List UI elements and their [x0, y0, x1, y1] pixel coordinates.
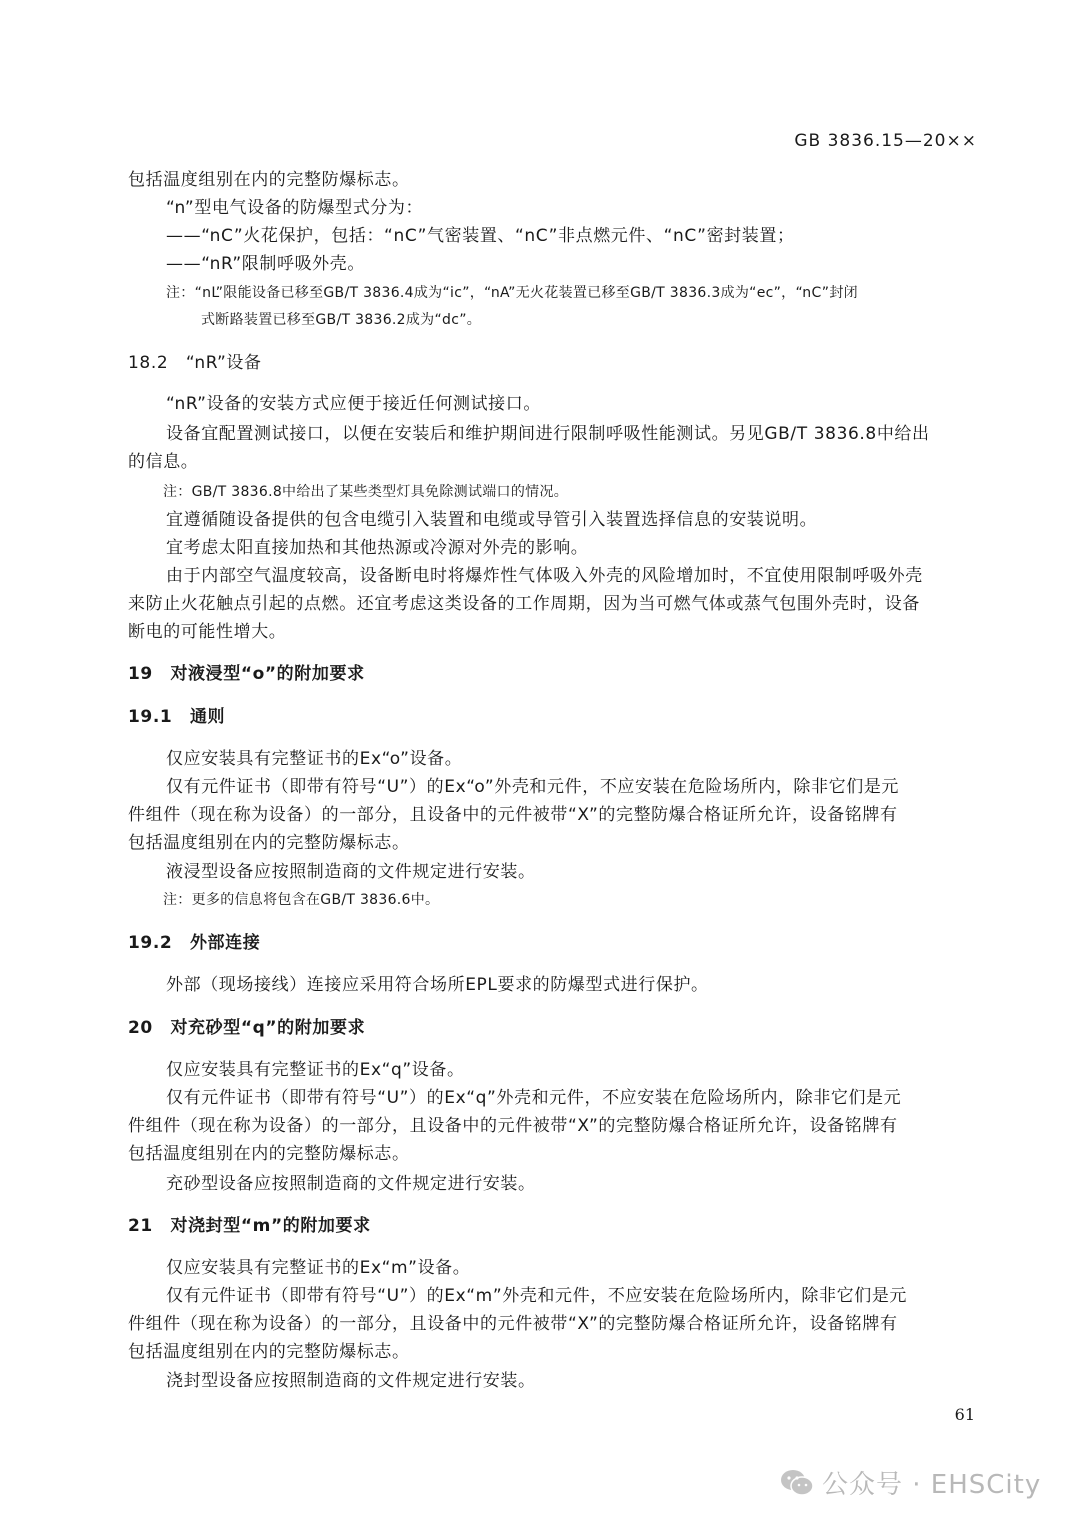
paragraph: 宜遵循随设备提供的包含电缆引入装置和电缆或导管引入装置选择信息的安装说明。 — [166, 510, 818, 530]
section-heading-19-1: 19.1 通则 — [128, 707, 226, 727]
watermark — [780, 1464, 1041, 1501]
paragraph: “n”型电气设备的防爆型式分为： — [166, 198, 424, 218]
note: 式断路装置已移至GB/T 3836.2成为“dc”。 — [201, 312, 482, 328]
paragraph: 件组件（现在称为设备）的一部分，且设备中的元件被带“X”的完整防爆合格证所允许，设备铭牌有 — [128, 805, 898, 825]
standard-code: GB 3836.15—20×× — [794, 131, 977, 151]
paragraph: 外部（现场接线）连接应采用符合场所EPL要求的防爆型式进行保护。 — [166, 975, 709, 995]
paragraph: 仅有元件证书（即带有符号“U”）的Ex“q”外壳和元件，不应安装在危险场所内，除非它们是元 — [166, 1088, 902, 1108]
note: 注：“nL”限能设备已移至GB/T 3836.4成为“ic”，“nA”无火花装置已移至GB/T 3836.3成为“ec”，“nC”封闭 — [166, 285, 858, 301]
paragraph: 包括温度组别在内的完整防爆标志。 — [128, 1342, 410, 1362]
paragraph: 仅有元件证书（即带有符号“U”）的Ex“m”外壳和元件，不应安装在危险场所内，除非它们是元 — [166, 1286, 908, 1306]
section-heading-20: 20 对充砂型“q”的附加要求 — [128, 1018, 366, 1038]
paragraph: 仅有元件证书（即带有符号“U”）的Ex“o”外壳和元件，不应安装在危险场所内，除非它们是元 — [166, 777, 900, 797]
section-heading-21: 21 对浇封型“m”的附加要求 — [128, 1216, 371, 1236]
paragraph: 来防止火花触点引起的点燃。还宜考虑这类设备的工作周期，因为当可燃气体或蒸气包围外壳时，设备 — [128, 594, 920, 614]
paragraph: 设备宜配置测试接口，以便在安装后和维护期间进行限制呼吸性能测试。另见GB/T 3836.8中给出 — [166, 424, 930, 444]
paragraph: 仅应安装具有完整证书的Ex“m”设备。 — [166, 1258, 471, 1278]
page-number: 61 — [954, 1405, 975, 1424]
paragraph: 充砂型设备应按照制造商的文件规定进行安装。 — [166, 1174, 536, 1194]
section-heading-18-2: 18.2 “nR”设备 — [128, 353, 262, 373]
paragraph: 件组件（现在称为设备）的一部分，且设备中的元件被带“X”的完整防爆合格证所允许，设备铭牌有 — [128, 1314, 898, 1334]
paragraph: 件组件（现在称为设备）的一部分，且设备中的元件被带“X”的完整防爆合格证所允许，设备铭牌有 — [128, 1116, 898, 1136]
note: 注：更多的信息将包含在GB/T 3836.6中。 — [163, 892, 440, 908]
paragraph: 包括温度组别在内的完整防爆标志。 — [128, 833, 410, 853]
list-item: ——“nR”限制呼吸外壳。 — [166, 254, 365, 274]
paragraph: 仅应安装具有完整证书的Ex“o”设备。 — [166, 749, 463, 769]
note: 注：GB/T 3836.8中给出了某些类型灯具免除测试端口的情况。 — [163, 484, 569, 500]
paragraph: 宜考虑太阳直接加热和其他热源或冷源对外壳的影响。 — [166, 538, 589, 558]
paragraph: 的信息。 — [128, 452, 199, 472]
paragraph: 液浸型设备应按照制造商的文件规定进行安装。 — [166, 862, 536, 882]
list-item: ——“nC”火花保护，包括：“nC”气密装置、“nC”非点燃元件、“nC”密封装置； — [166, 226, 795, 246]
watermark-text: 公众号 · EHSCity — [822, 1470, 1042, 1500]
paragraph: 包括温度组别在内的完整防爆标志。 — [128, 170, 410, 190]
wechat-icon — [780, 1468, 814, 1498]
paragraph: 由于内部空气温度较高，设备断电时将爆炸性气体吸入外壳的风险增加时，不宜使用限制呼吸外壳 — [166, 566, 923, 586]
paragraph: 浇封型设备应按照制造商的文件规定进行安装。 — [166, 1371, 536, 1391]
paragraph: “nR”设备的安装方式应便于接近任何测试接口。 — [166, 394, 541, 414]
paragraph: 包括温度组别在内的完整防爆标志。 — [128, 1144, 410, 1164]
section-heading-19-2: 19.2 外部连接 — [128, 933, 261, 953]
paragraph: 断电的可能性增大。 — [128, 622, 287, 642]
section-heading-19: 19 对液浸型“o”的附加要求 — [128, 664, 365, 684]
paragraph: 仅应安装具有完整证书的Ex“q”设备。 — [166, 1060, 465, 1080]
